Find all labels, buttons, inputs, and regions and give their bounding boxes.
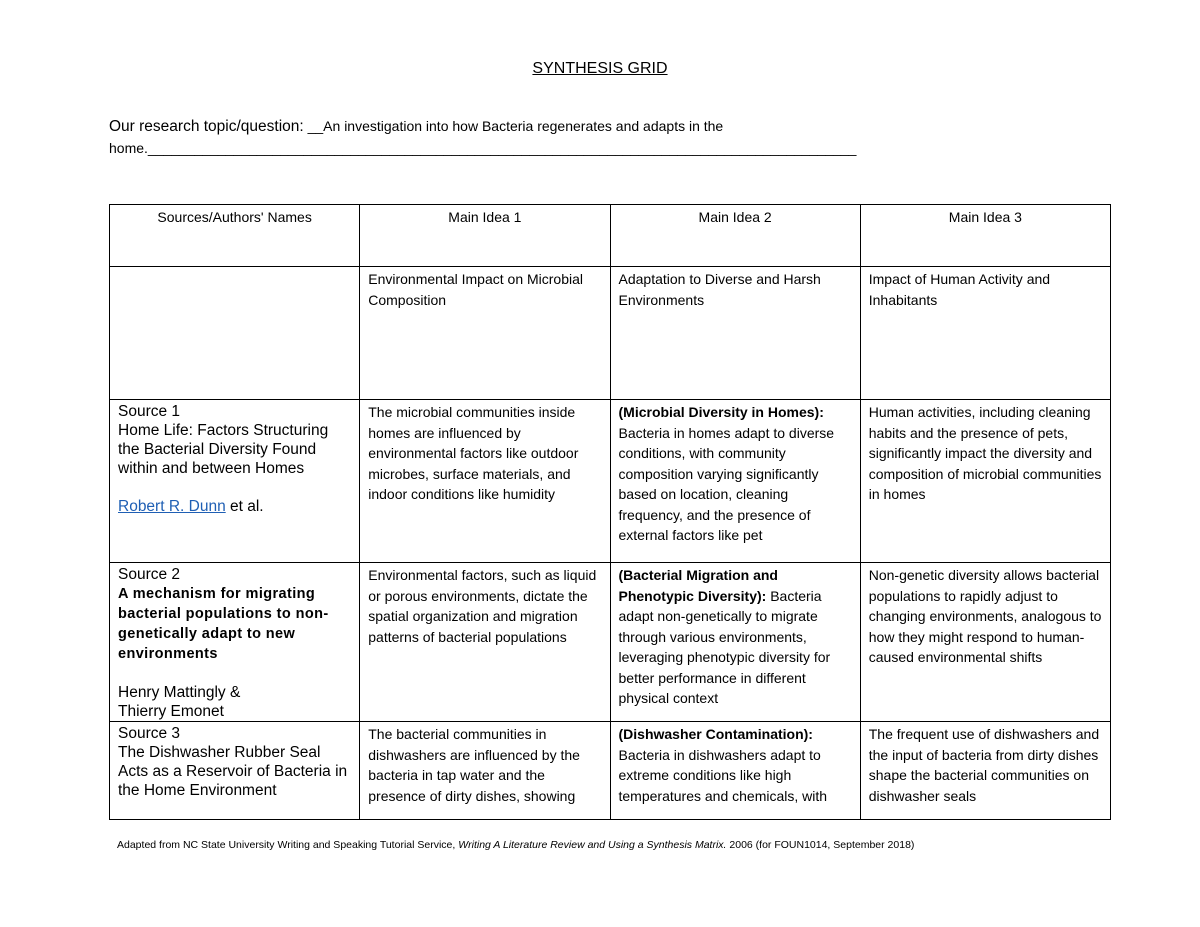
synthesis-grid-table — [109, 204, 1111, 820]
source-1-idea-2-heading: (Microbial Diversity in Homes): — [618, 404, 824, 420]
source-1-title: Home Life: Factors Structuring the Bacterial Diversity Found within and between Homes — [118, 422, 329, 477]
footer-prefix: Adapted from NC State University Writing and Speaking Tutorial Service, — [117, 839, 459, 851]
header-sources: Sources/Authors' Names — [110, 205, 360, 267]
source-2-idea-2-text: Bacteria adapt non-genetically to migrate through various environments, leveraging phenotypic diversity for better performance in different physical context — [618, 587, 831, 706]
theme-empty — [110, 267, 360, 400]
footer-italic: Writing A Literature Review and Using a Synthesis Matrix. — [458, 839, 727, 851]
themes-row — [110, 267, 1111, 400]
source-1-idea-2 — [610, 400, 860, 563]
source-2-idea-2-heading: (Bacterial Migration and Phenotypic Diversity): — [618, 567, 778, 604]
source-1-idea-2-text: Bacteria in homes adapt to diverse conditions, with community composition varying significantly based on location, cleaning frequency, and the presence of external factors like pet — [618, 424, 835, 543]
author-link[interactable]: Robert R. Dunn — [118, 498, 226, 515]
source-3-idea-2 — [610, 722, 860, 820]
header-row — [110, 205, 1111, 267]
source-2-cell — [110, 563, 360, 722]
source-3-title: The Dishwasher Rubber Seal Acts as a Reservoir of Bacteria in the Home Environment — [118, 744, 348, 799]
theme-3: Impact of Human Activity and Inhabitants — [860, 267, 1110, 400]
table-row — [110, 722, 1111, 820]
source-3-label: Source 3 — [118, 725, 181, 742]
source-2-author-2: Thierry Emonet — [118, 703, 224, 720]
topic-label: Our research topic/question: — [109, 118, 304, 135]
source-1-cell — [110, 400, 360, 563]
author-rest: et al. — [225, 498, 264, 515]
source-3-idea-3: The frequent use of dishwashers and the input of bacteria from dirty dishes shape the bacterial communities on dishwasher seals — [860, 722, 1110, 820]
header-main-idea-1: Main Idea 1 — [360, 205, 610, 267]
header-main-idea-2: Main Idea 2 — [610, 205, 860, 267]
source-3-idea-2-text: Bacteria in dishwashers adapt to extreme conditions like high temperatures and chemicals, with — [618, 746, 828, 804]
source-2-idea-2 — [610, 563, 860, 722]
table-row — [110, 400, 1111, 563]
footer-suffix: 2006 (for FOUN1014, September 2018) — [726, 839, 915, 851]
footer-citation — [117, 839, 914, 851]
source-2-label: Source 2 — [118, 566, 181, 583]
header-main-idea-3: Main Idea 3 — [860, 205, 1110, 267]
source-3-idea-2-heading: (Dishwasher Contamination): — [618, 726, 813, 742]
source-1-idea-3: Human activities, including cleaning habits and the presence of pets, significantly impact the diversity and composition of microbial communities in homes — [860, 400, 1110, 563]
topic-answer-line2: home.___________________________________________________________________________________________ — [109, 140, 857, 156]
source-1-author — [118, 497, 351, 516]
theme-2: Adaptation to Diverse and Harsh Environments — [610, 267, 860, 400]
source-2-idea-3: Non-genetic diversity allows bacterial populations to rapidly adjust to changing environments, analogous to how they might respond to human-caused environmental shifts — [860, 563, 1110, 722]
topic-answer-line1: __An investigation into how Bacteria regenerates and adapts in the — [303, 118, 724, 134]
source-3-cell — [110, 722, 360, 820]
source-2-title: A mechanism for migrating bacterial populations to non-genetically adapt to new environments — [118, 586, 329, 662]
source-1-label: Source 1 — [118, 403, 181, 420]
research-topic — [109, 116, 969, 160]
page-title: SYNTHESIS GRID — [532, 60, 668, 77]
table-row — [110, 563, 1111, 722]
theme-1: Environmental Impact on Microbial Composition — [360, 267, 610, 400]
source-2-author-1: Henry Mattingly & — [118, 684, 241, 701]
source-3-idea-1: The bacterial communities in dishwashers are influenced by the bacteria in tap water and the presence of dirty dishes, showing — [360, 722, 610, 820]
source-1-idea-1: The microbial communities inside homes are influenced by environmental factors like outdoor microbes, surface materials, and indoor conditions like humidity — [360, 400, 610, 563]
source-2-idea-1: Environmental factors, such as liquid or porous environments, dictate the spatial organization and migration patterns of bacterial populations — [360, 563, 610, 722]
